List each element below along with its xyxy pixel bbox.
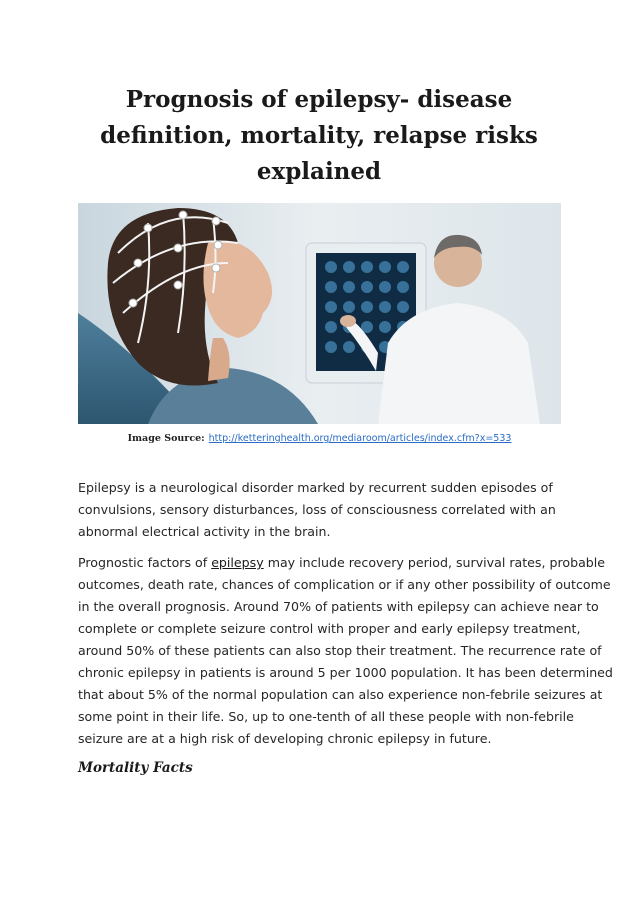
paragraph2-first-line (78, 552, 606, 574)
paragraph-prognostic-factors (78, 552, 613, 750)
paragraph2-line: in the overall prognosis. Around 70% of patients with epilepsy can achieve near to (78, 599, 599, 614)
paragraph2-suffix: may include recovery period, survival rates, probable (263, 555, 606, 570)
title-line-1: Prognosis of epilepsy- disease (125, 86, 513, 113)
paragraph2-line: that about 5% of the normal population can also experience non-febrile seizures at (78, 687, 603, 702)
eeg-patient-photo (78, 203, 561, 424)
page-title (78, 82, 560, 190)
paragraph2-line: some point in their life. So, up to one-tenth of all these people with non-febrile (78, 709, 574, 724)
paragraph2-line: chronic epilepsy in patients is around 5 per 1000 population. It has been determined (78, 665, 613, 680)
paragraph2-line: around 50% of these patients can also stop their treatment. The recurrence rate of (78, 643, 602, 658)
paragraph-definition (78, 477, 568, 543)
paragraph2-line: outcomes, death rate, chances of complication or if any other possibility of outcome (78, 577, 611, 592)
paragraph1-line: convulsions, sensory disturbances, loss of consciousness correlated with an (78, 502, 556, 517)
caption-label: Image Source: (127, 433, 205, 444)
epilepsy-link[interactable]: epilepsy (211, 555, 264, 570)
section-heading-mortality: Mortality Facts (78, 760, 193, 776)
paragraph1-line: abnormal electrical activity in the brain. (78, 524, 331, 539)
paragraph2-prefix: Prognostic factors of (78, 555, 212, 570)
image-source-link[interactable]: http://ketteringhealth.org/mediaroom/articles/index.cfm?x=533 (208, 433, 512, 444)
image-caption (78, 432, 561, 446)
paragraph1-line: Epilepsy is a neurological disorder marked by recurrent sudden episodes of (78, 480, 553, 495)
paragraph2-line: seizure are at a high risk of developing chronic epilepsy in future. (78, 731, 492, 746)
title-line-2: definition, mortality, relapse risks (100, 122, 538, 149)
title-line-3: explained (256, 158, 382, 185)
paragraph2-line: complete or complete seizure control with proper and early epilepsy treatment, (78, 621, 581, 636)
